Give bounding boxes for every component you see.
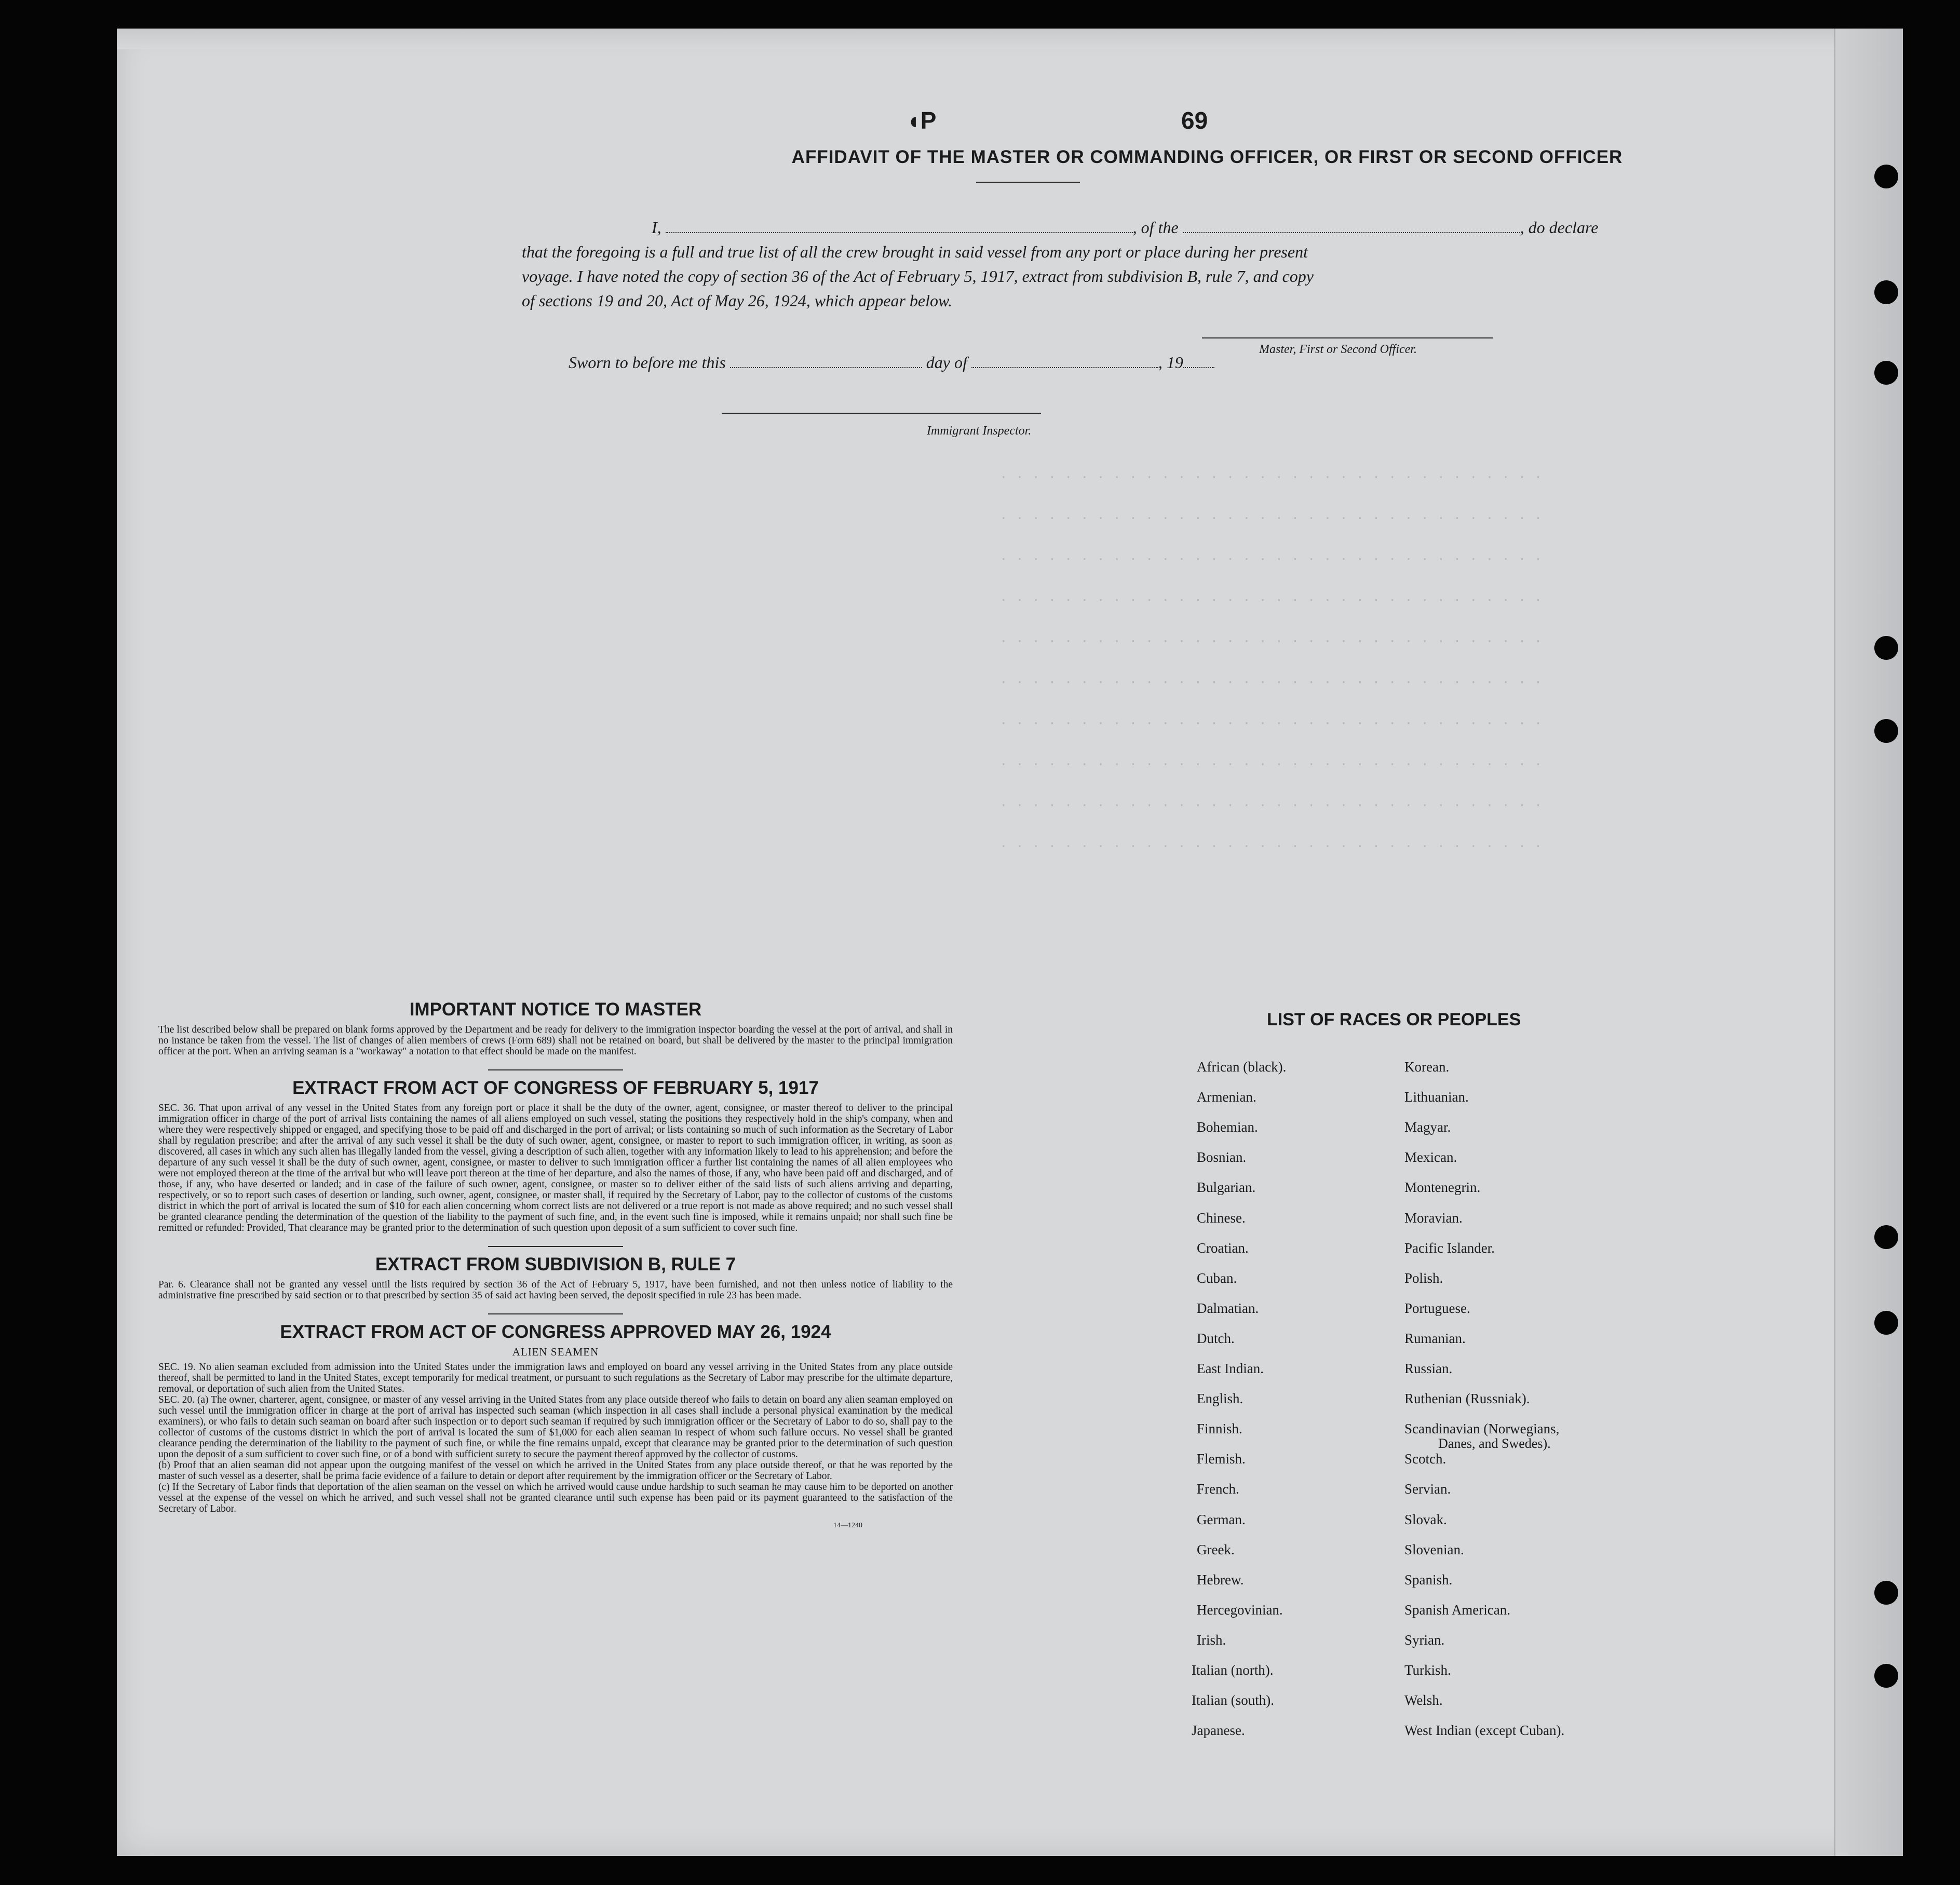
race-item: Dutch. (1197, 1330, 1235, 1346)
extract-1917-rule (488, 1246, 623, 1247)
race-item: Pacific Islander. (1404, 1240, 1495, 1256)
race-item: West Indian (except Cuban). (1404, 1723, 1565, 1739)
race-item: Syrian. (1404, 1632, 1445, 1648)
race-scandinavian-continued: Danes, and Swedes). (1438, 1436, 1551, 1452)
binder-hole (1874, 1581, 1898, 1605)
race-item: French. (1197, 1481, 1239, 1497)
extract-1917-text: SEC. 36. That upon arrival of any vessel in the United States from any foreign port or place it shall be the duty of the owner, agent, consignee, or master thereof to deliver to the principal immigration officer in charge of the port of arrival lists containing the names of all aliens employed on such vessel, stating the positions they respectively hold in the ship's company, when and where they were respectively shipped or engaged, and specifying those to be paid off and discharged in the port of arrival; or lists containing so much of such information as the Secretary of Labor shall by regulation prescribe; and after the arrival of any such vessel it shall be the duty of such owner, agent, consignee, or master to report to such immigration officer, in writing, as soon as discovered, all cases in which any such alien has illegally landed from the vessel, giving a description of such alien, together with any information likely to lead to his apprehension; and before the departure of any such vessel it shall be the duty of such owner, agent, consignee, or master to deliver to such immigration officer a further list containing the names of all alien employees who were not employed thereon at the time of the arrival but who will leave port thereon at the time of her departure, and also the names of those, if any, who have been paid off and discharged, and of those, if any, who have deserted or landed; and in case of the failure of such owner, agent, consignee, or master so to deliver either of the said lists of such aliens arriving and departing, respectively, or so to report such cases of desertion or landing, such owner, agent, consignee, or master shall, if required by the Secretary of Labor, pay to the collector of customs of the customs district in which the port of arrival is located the sum of $10 for each alien concerning whom correct lists are not delivered or a true report is not made as above required; and no such vessel shall be granted clearance pending the determination of the question of the liability to the payment of such fine, and, in the event such fine is imposed, while it remains unpaid; nor shall such fine be remitted or refunded: Provided, That clearance may be granted prior to the determination of such question upon deposit of a sum sufficient to cover such fine. (158, 1103, 953, 1233)
race-item: Spanish American. (1404, 1602, 1510, 1618)
race-item: Finnish. (1197, 1421, 1242, 1437)
bleed-through-rows: . . . . . . . . . . . . . . . . . . . . . . . . . . . . . . . . . . . . . . . . . . . . . . . . . . . . . . . . . . . . . . . . . . . . . . . . . . . . . . . . . . . . . . . . . . . . . . . . . . . . . . . . . . . . . . . . . . . . . . . . . . . . . . . . . . . . . . . . . . . . . . . . . . . . . . . . . . . . . . . . . . . . . . . . . . . . . . . . . . . . . . . . . . . . . . . . . . . . . . . . . . . . . . . . . . . . . . . . . . . . . . . . . . . . . . . . . . . . . . . . . . . . . . . . . . . . . . . . . . . . . . . . . . . . . . . . . . . . . . . . . . . . . . . . . . . . . . . . . . . . . . . . . . . . . . . . . . . . . . . . . . . . . . . . . . . . . . . . . . . . (999, 467, 1543, 851)
sworn-month-line[interactable] (971, 367, 1158, 368)
race-item: Korean. (1404, 1059, 1450, 1075)
race-item: Slovenian. (1404, 1541, 1464, 1557)
binder-hole (1874, 719, 1898, 743)
race-item: Magyar. (1404, 1119, 1451, 1135)
race-item: Dalmatian. (1197, 1300, 1259, 1316)
affidavit-line-4: of sections 19 and 20, Act of May 26, 1924, which appear below. (522, 291, 952, 310)
affidavit-i: I, (652, 218, 661, 237)
race-item: Montenegrin. (1404, 1179, 1481, 1196)
extract-1924-title: EXTRACT FROM ACT OF CONGRESS APPROVED MAY 26, 1924 (280, 1322, 831, 1342)
sworn-line (569, 353, 1214, 372)
sworn-year: , 19 (1158, 353, 1183, 372)
master-name-line[interactable] (666, 232, 1133, 233)
extract-1924-subtitle: ALIEN SEAMEN (512, 1346, 599, 1358)
notices-column (158, 999, 953, 1530)
race-item: Russian. (1404, 1361, 1453, 1376)
race-item: Portuguese. (1404, 1300, 1470, 1316)
race-item: Chinese. (1197, 1210, 1246, 1226)
race-item: Cuban. (1197, 1270, 1237, 1286)
race-item: Hercegovinian. (1197, 1602, 1283, 1618)
races-title: LIST OF RACES OR PEOPLES (1267, 1010, 1521, 1029)
affidavit-declaration (522, 215, 1664, 313)
sworn-day-line[interactable] (730, 367, 922, 368)
race-item: Italian (north). (1192, 1662, 1274, 1678)
binder-hole (1874, 165, 1898, 188)
race-item: Mexican. (1404, 1149, 1457, 1165)
notice-rule (488, 1069, 623, 1070)
race-item: Bulgarian. (1197, 1179, 1256, 1196)
page-mark-left: ◖P (906, 107, 937, 134)
race-item: Rumanian. (1404, 1330, 1466, 1346)
affidavit-title-rule (976, 182, 1080, 183)
race-item: Armenian. (1197, 1089, 1256, 1105)
binder-hole (1874, 1664, 1898, 1688)
race-item: Moravian. (1404, 1210, 1463, 1226)
notice-text: The list described below shall be prepared on blank forms approved by the Department and be ready for delivery to the immigration inspector boarding the vessel at the port of arrival, and shall in no instance be taken from the vessel. The list of changes of alien members of crews (Form 689) shall not be retained on board, but shall be delivered by the master to the principal immigration officer at the port. When an arriving seaman is a "workaway" a notation to that effect should be made on the manifest. (158, 1024, 953, 1057)
inspector-signature-line[interactable] (722, 413, 1041, 414)
binder-hole (1874, 280, 1898, 304)
race-item: Irish. (1197, 1632, 1226, 1648)
binder-hole (1874, 1311, 1898, 1335)
race-item: East Indian. (1197, 1361, 1264, 1376)
race-item: Bohemian. (1197, 1119, 1258, 1135)
page-top-edge (117, 29, 1903, 49)
race-item: Flemish. (1197, 1451, 1246, 1467)
extract-1924-sec20b: (b) Proof that an alien seaman did not appear upon the outgoing manifest of the vessel on which he arrived in the United States from any place outside thereof, or that he was reported by the master of such vessel as a deserter, shall be prima facie evidence of a failure to detain or deport after requirement by the immigration officer or the Secretary of Labor. (158, 1460, 953, 1482)
race-item: Scandinavian (Norwegians, (1404, 1421, 1560, 1437)
race-item: Servian. (1404, 1481, 1451, 1497)
binder-hole (1874, 1225, 1898, 1249)
race-item: Ruthenian (Russniak). (1404, 1391, 1530, 1407)
page-right-edge (1834, 29, 1903, 1856)
affidavit-line-3: voyage. I have noted the copy of section 36 of the Act of February 5, 1917, extract from subdivision B, rule 7, and copy (522, 267, 1314, 286)
race-item: Lithuanian. (1404, 1089, 1469, 1105)
binder-hole (1874, 361, 1898, 385)
affidavit-title: AFFIDAVIT OF THE MASTER OR COMMANDING OFFICER, OR FIRST OR SECOND OFFICER (791, 147, 1623, 167)
extract-rule7-title: EXTRACT FROM SUBDIVISION B, RULE 7 (375, 1254, 736, 1274)
inspector-signature-label: Immigrant Inspector. (927, 424, 1032, 438)
race-item: Croatian. (1197, 1240, 1249, 1256)
sworn-year-line[interactable] (1183, 367, 1214, 368)
extract-rule7-rule (488, 1313, 623, 1314)
affidavit-line-2: that the foregoing is a full and true list of all the crew brought in said vessel from any port or place during her present (522, 242, 1308, 261)
race-item: Slovak. (1404, 1511, 1447, 1527)
form-number: 14—1240 (833, 1522, 862, 1529)
race-item: German. (1197, 1511, 1246, 1527)
master-signature-line[interactable] (1202, 337, 1493, 338)
extract-1924-sec20a: SEC. 20. (a) The owner, charterer, agent, consignee, or master of any vessel arriving in the United States from any place outside thereof who fails to detain on board any alien seaman employed on such vessel until the immigration officer in charge at the port of arrival has inspected such seaman (which inspection in all cases shall include a personal physical examination by the medical examiners), or who fails to detain such seaman on board after such inspection or to deport such seaman if required by such immigration officer or the Secretary of Labor to do so, shall pay to the collector of customs of the customs district in which the port of arrival is located the sum of $1,000 for each alien seaman in respect of whom such failure occurs. No vessel shall be granted clearance pending the determination of the liability to the payment of such fine, or while the fine remains unpaid, except that clearance may be granted prior to the determination of such question upon the deposit of a sum sufficient to cover such fine, or of a bond with sufficient surety to secure the payment thereof approved by the collector of customs. (158, 1394, 953, 1460)
race-item: Scotch. (1404, 1451, 1447, 1467)
race-item: Spanish. (1404, 1571, 1453, 1588)
sworn-day-of: day of (926, 353, 967, 372)
race-item: English. (1197, 1391, 1243, 1407)
race-item: Turkish. (1404, 1662, 1451, 1678)
race-item: Hebrew. (1197, 1571, 1244, 1588)
race-item: Welsh. (1404, 1692, 1443, 1708)
race-item: Polish. (1404, 1270, 1443, 1286)
race-item: Bosnian. (1197, 1149, 1247, 1165)
race-item: African (black). (1197, 1059, 1287, 1075)
sworn-prefix: Sworn to before me this (569, 353, 726, 372)
master-signature-label: Master, First or Second Officer. (1259, 343, 1417, 356)
page-mark-right: 69 (1181, 107, 1208, 134)
race-item: Greek. (1197, 1541, 1235, 1557)
extract-rule7-text: Par. 6. Clearance shall not be granted any vessel until the lists required by section 36 of the Act of February 5, 1917, have been furnished, and not then unless notice of liability to the administrative fine prescribed by said section or to that prescribed by section 35 of said act having been served, the deposit specified in rule 23 has been made. (158, 1279, 953, 1301)
extract-1917-title: EXTRACT FROM ACT OF CONGRESS OF FEBRUARY 5, 1917 (292, 1078, 819, 1098)
affidavit-of-the: , of the (1132, 218, 1179, 237)
document-page (117, 29, 1903, 1856)
race-item: Italian (south). (1192, 1692, 1274, 1708)
extract-1924-sec19: SEC. 19. No alien seaman excluded from admission into the United States under the immigration laws and employed on board any vessel arriving in the United States from any place outside thereof, shall be permitted to land in the United States, except temporarily for medical treatment, or pursuant to such regulations as the Secretary of Labor may prescribe for the ultimate departure, removal, or deportation of such alien from the United States. (158, 1362, 953, 1394)
notice-title: IMPORTANT NOTICE TO MASTER (409, 999, 702, 1020)
affidavit-do-declare: , do declare (1520, 218, 1599, 237)
extract-1924-sec20c: (c) If the Secretary of Labor finds that deportation of the alien seaman on the vessel on which he arrived would cause undue hardship to such seaman he may cause him to be deported on another vessel at the expense of the vessel on which he arrived, and such vessel shall not be granted clearance until such expense has been paid or its payment guaranteed to the satisfaction of the Secretary of Labor. (158, 1482, 953, 1514)
race-item: Japanese. (1192, 1723, 1245, 1739)
binder-hole (1874, 636, 1898, 660)
vessel-name-line[interactable] (1183, 232, 1520, 233)
